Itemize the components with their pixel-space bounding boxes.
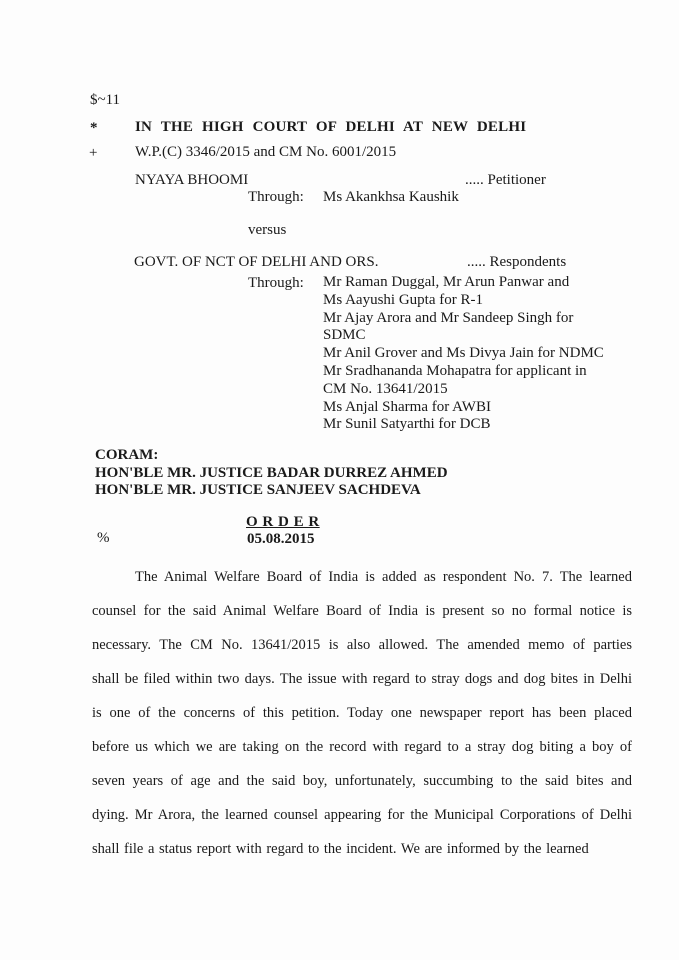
body-line: The Animal Welfare Board of India is added as respondent No. 7. The learned [135, 569, 632, 585]
order-body [92, 560, 632, 866]
respondent-counsel-line: Mr Sunil Satyarthi for DCB [323, 416, 491, 433]
respondent-counsel-line: SDMC [323, 327, 366, 344]
respondent-counsel-line: Mr Anil Grover and Ms Divya Jain for NDMC [323, 345, 604, 362]
order-date: 05.08.2015 [247, 531, 315, 547]
body-line: seven years of age and the said boy, unfortunately, succumbing to the said bites and [92, 773, 632, 789]
through-label-respondents: Through: [248, 275, 304, 291]
body-line: counsel for the said Animal Welfare Board of India is present so no formal notice is [92, 603, 632, 619]
respondent-name: GOVT. OF NCT OF DELHI AND ORS. [134, 254, 379, 270]
body-line: shall file a status report with regard to the incident. We are informed by the learned [92, 841, 589, 857]
through-label-petitioner: Through: [248, 189, 304, 205]
body-line: shall be filed within two days. The issue with regard to stray dogs and dog bites in Delhi [92, 671, 632, 687]
judge-name: HON'BLE MR. JUSTICE BADAR DURREZ AHMED [95, 464, 448, 481]
respondents-label: ..... Respondents [467, 254, 567, 270]
petitioner-label: ..... Petitioner [465, 172, 546, 188]
respondent-counsel-line: CM No. 13641/2015 [323, 380, 448, 397]
body-line: necessary. The CM No. 13641/2015 is also allowed. The amended memo of parties [92, 637, 632, 653]
coram-block [95, 447, 448, 500]
body-line: is one of the concerns of this petition. Today one newspaper report has been placed [92, 705, 632, 721]
coram-label: CORAM: [95, 447, 159, 463]
respondent-counsel-line: Mr Raman Duggal, Mr Arun Panwar and [323, 274, 570, 290]
respondent-counsel-line: Mr Ajay Arora and Mr Sandeep Singh for [323, 309, 574, 326]
petitioner-name: NYAYA BHOOMI [135, 172, 249, 188]
case-listing-number: $~11 [90, 92, 121, 108]
body-line: before us which we are taking on the record with regard to a stray dog biting a boy of [92, 739, 632, 755]
court-title: IN THE HIGH COURT OF DELHI AT NEW DELHI [135, 119, 527, 135]
star-mark: * [90, 120, 98, 136]
respondents-counsel-list [323, 274, 638, 434]
respondent-counsel-line: Ms Aayushi Gupta for R-1 [323, 291, 483, 308]
versus-label: versus [248, 222, 287, 238]
body-line: dying. Mr Arora, the learned counsel appearing for the Municipal Corporations of Delhi [92, 807, 632, 823]
percent-mark: % [97, 530, 110, 546]
petitioner-counsel: Ms Akankhsa Kaushik [323, 189, 459, 205]
respondent-counsel-line: Ms Anjal Sharma for AWBI [323, 398, 491, 415]
plus-mark: + [89, 145, 98, 161]
respondent-counsel-line: Mr Sradhananda Mohapatra for applicant in [323, 362, 587, 379]
judge-name: HON'BLE MR. JUSTICE SANJEEV SACHDEVA [95, 482, 421, 499]
case-number: W.P.(C) 3346/2015 and CM No. 6001/2015 [135, 144, 397, 160]
order-heading: O R D E R [246, 514, 320, 530]
